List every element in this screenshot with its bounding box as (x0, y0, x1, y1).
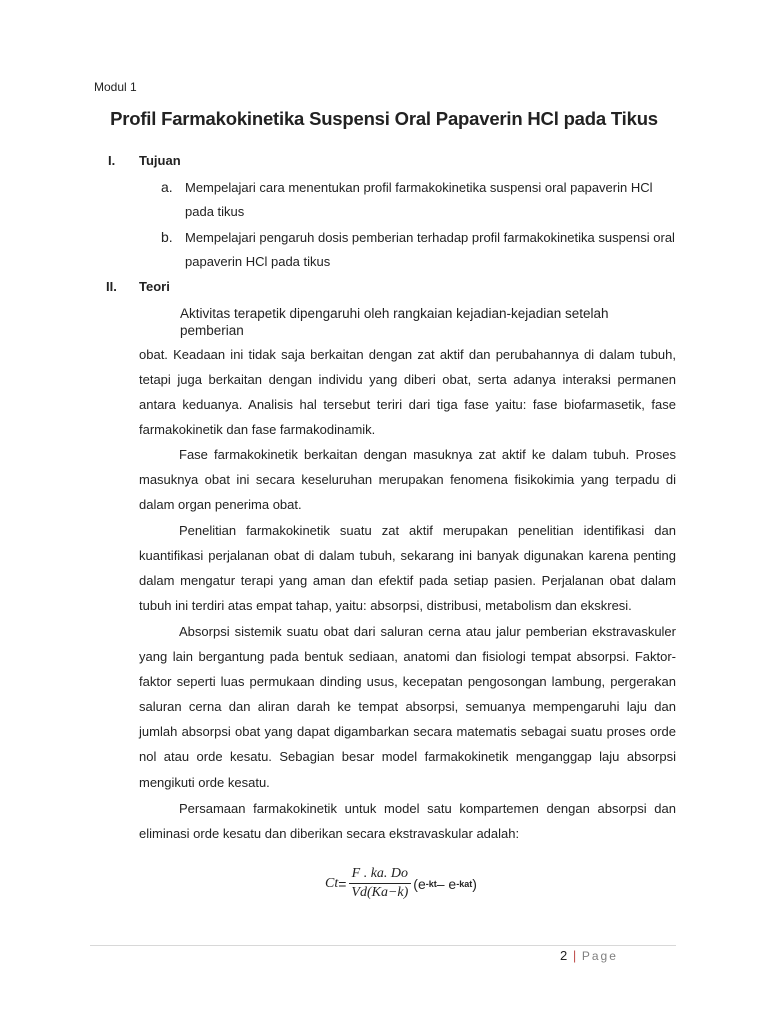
formula-equals: = (338, 875, 347, 892)
formula-fraction (348, 866, 411, 901)
paragraph: Persamaan farmakokinetik untuk model satu kompartemen dengan absorpsi dan eliminasi orde kesatu dan diberikan secara ekstravaskular adalah: (139, 801, 676, 842)
paragraph: Absorpsi sistemik suatu obat dari saluran cerna atau jalur pemberian ekstravaskuler yang lain bergantung pada bentuk sediaan, anatomi dan fisiologi tempat absorpsi. Faktor-faktor seperti luas permukaan dinding usus, kecepatan pengosongan lambung, pergerakan saluran cerna dan aliran darah ke tempat absorpsi, semuanya mempengaruhi laju dan jumlah absorpsi obat yang dapat digambarkan secara matematis sebagai suatu proses orde nol atau orde kesatu. Sebagian besar model farmakokinetik menganggap laju absorpsi mengikuti orde kesatu. (139, 624, 676, 790)
formula-numerator: F . ka. Do (349, 866, 411, 884)
footer-divider (90, 945, 676, 946)
paragraph: Penelitian farmakokinetik suatu zat aktif merupakan penelitian identifikasi dan kuantifikasi perjalanan obat di dalam tubuh, sekarang ini banyak digunakan karena penting dalam mengatur terapi yang aman dan efektif pada setiap pasien. Perjalanan obat dalam tubuh ini terdiri atas empat tahap, yaitu: absorpsi, distribusi, metabolism dan ekskresi. (139, 523, 676, 614)
formula-lhs: Ct (325, 875, 339, 891)
formula-exponent-1: -kt (425, 878, 437, 889)
formula-open: (e (413, 875, 426, 892)
list-item-text: Mempelajari cara menentukan profil farmakokinetika suspensi oral papaverin HCl pada tikus (185, 180, 653, 219)
section-heading: Teori (139, 279, 170, 294)
list-item-text: Mempelajari pengaruh dosis pemberian terhadap profil farmakokinetika suspensi oral papaverin HCl pada tikus (185, 230, 675, 269)
formula-close: ) (472, 875, 477, 892)
page-label: Page (581, 949, 618, 963)
document-title: Profil Farmakokinetika Suspensi Oral Papaverin HCl pada Tikus (110, 108, 658, 129)
paragraph: Fase farmakokinetik berkaitan dengan masuknya zat aktif ke dalam tubuh. Proses masuknya obat ini secara keseluruhan merupakan fenomena fisikokimia yang terpadu di dalam organ penerima obat. (139, 447, 676, 513)
section-heading: Tujuan (139, 153, 181, 168)
intro-text: Aktivitas terapetik dipengaruhi oleh rangkaian kejadian-kejadian setelah pemberian (180, 306, 609, 338)
list-marker: b. (161, 229, 173, 245)
module-label: Modul 1 (94, 80, 137, 94)
section-number: I. (108, 153, 116, 168)
list-marker: a. (161, 179, 173, 195)
formula-exponent-2: -kat (456, 878, 473, 889)
formula-denominator: Vd(Ka−k) (351, 885, 409, 900)
formula-minus: – e (436, 875, 457, 892)
section-number: II. (106, 279, 117, 294)
footer-separator: | (572, 948, 577, 963)
page-footer (560, 948, 618, 963)
page-number: 2 (560, 948, 568, 963)
pharmacokinetic-formula (325, 866, 477, 901)
paragraph: obat. Keadaan ini tidak saja berkaitan dengan zat aktif dan perubahannya di dalam tubuh, tetapi juga berkaitan dengan individu yang diberi obat, serta adanya interaksi permanen antara keduanya. Analisis hal tersebut teriri dari tiga fase yaitu: fase biofarmasetik, fase farmakokinetik dan fase farmakodinamik. (139, 347, 676, 438)
